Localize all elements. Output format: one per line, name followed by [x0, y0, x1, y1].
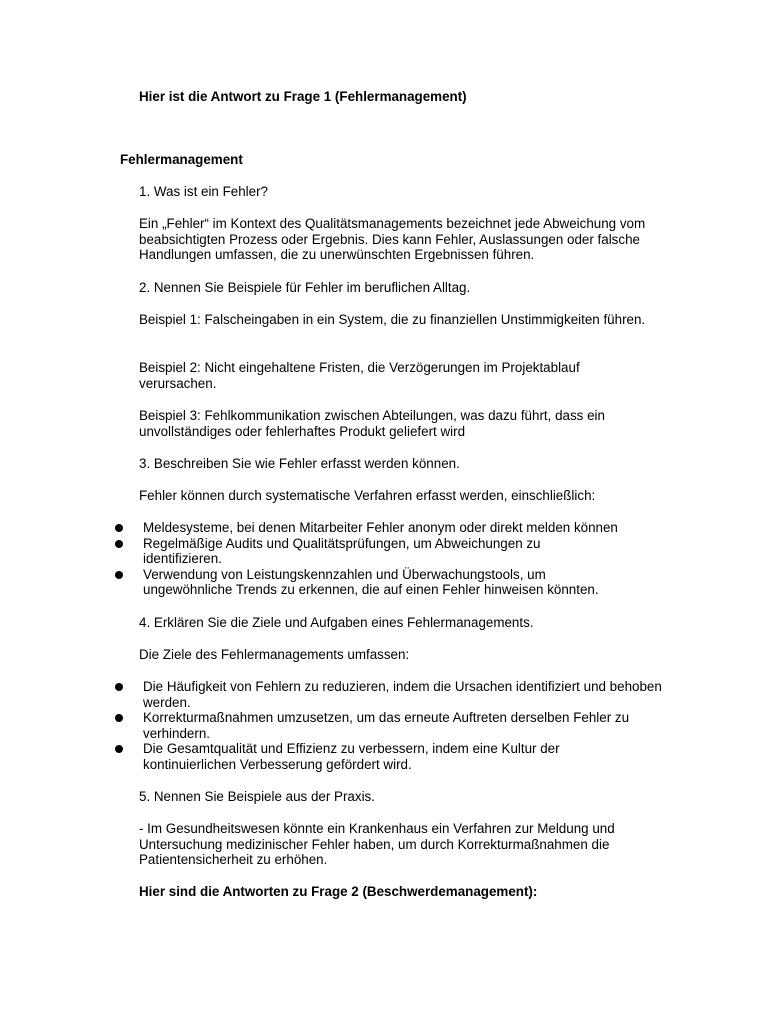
- example-2: Beispiel 2: Nicht eingehaltene Fristen, die Verzögerungen im Projektablauf verursachen.: [139, 360, 580, 391]
- heading-question-2: Hier sind die Antworten zu Frage 2 (Beschwerdemanagement):: [139, 884, 538, 899]
- question-2: 2. Nennen Sie Beispiele für Fehler im beruflichen Alltag.: [139, 280, 471, 295]
- example-1: Beispiel 1: Falscheingaben in ein System, die zu finanziellen Unstimmigkeiten führen.: [139, 312, 646, 327]
- list-item: Regelmäßige Audits und Qualitätsprüfungen, um Abweichungen zu identifizieren.: [112, 536, 573, 567]
- bullet-icon: [115, 683, 123, 691]
- list-item: Die Häufigkeit von Fehlern zu reduzieren, indem die Ursachen identifiziert und behoben werden.: [112, 679, 673, 710]
- question-4: 4. Erklären Sie die Ziele und Aufgaben eines Fehlermanagements.: [139, 615, 534, 630]
- heading-question-1: Hier ist die Antwort zu Frage 1 (Fehlermanagement): [139, 89, 467, 104]
- list-item: Korrekturmaßnahmen umzusetzen, um das erneute Auftreten derselben Fehler zu verhindern.: [112, 710, 663, 741]
- bullet-icon: [115, 524, 123, 532]
- list-item: Meldesysteme, bei denen Mitarbeiter Fehler anonym oder direkt melden können: [112, 520, 672, 536]
- question-1: 1. Was ist ein Fehler?: [139, 184, 268, 199]
- answer-4-intro: Die Ziele des Fehlermanagements umfassen:: [139, 647, 410, 662]
- answer-3-intro: Fehler können durch systematische Verfahren erfasst werden, einschließlich:: [139, 488, 596, 503]
- answer-1: Ein „Fehler“ im Kontext des Qualitätsmanagements bezeichnet jede Abweichung vom beabsichtigten Prozess oder Ergebnis. Dies kann Fehler, Auslassungen oder falsche Handlungen umfassen, die zu unerwünschten Ergebnissen führen.: [139, 216, 646, 263]
- list-item: Die Gesamtqualität und Effizienz zu verbessern, indem eine Kultur der kontinuierlichen Verbesserung gefördert wird.: [112, 741, 613, 772]
- answer-5: - Im Gesundheitswesen könnte ein Krankenhaus ein Verfahren zur Meldung und Untersuchung medizinischer Fehler haben, um durch Korrekturmaßnahmen die Patientensicherheit zu erhöhen.: [139, 821, 615, 868]
- question-5: 5. Nennen Sie Beispiele aus der Praxis.: [139, 789, 375, 804]
- section-title: Fehlermanagement: [120, 152, 243, 167]
- list-item: Verwendung von Leistungskennzahlen und Überwachungstools, um ungewöhnliche Trends zu erkennen, die auf einen Fehler hinweisen könnten.: [112, 567, 633, 598]
- bullet-icon: [115, 540, 123, 548]
- bullet-icon: [115, 571, 123, 579]
- bullet-icon: [115, 745, 123, 753]
- bullet-icon: [115, 714, 123, 722]
- answer-4-list: [112, 679, 672, 773]
- answer-3-list: [112, 520, 672, 598]
- question-3: 3. Beschreiben Sie wie Fehler erfasst werden können.: [139, 456, 460, 471]
- example-3: Beispiel 3: Fehlkommunikation zwischen Abteilungen, was dazu führt, dass ein unvollständiges oder fehlerhaftes Produkt geliefert wird: [139, 408, 605, 439]
